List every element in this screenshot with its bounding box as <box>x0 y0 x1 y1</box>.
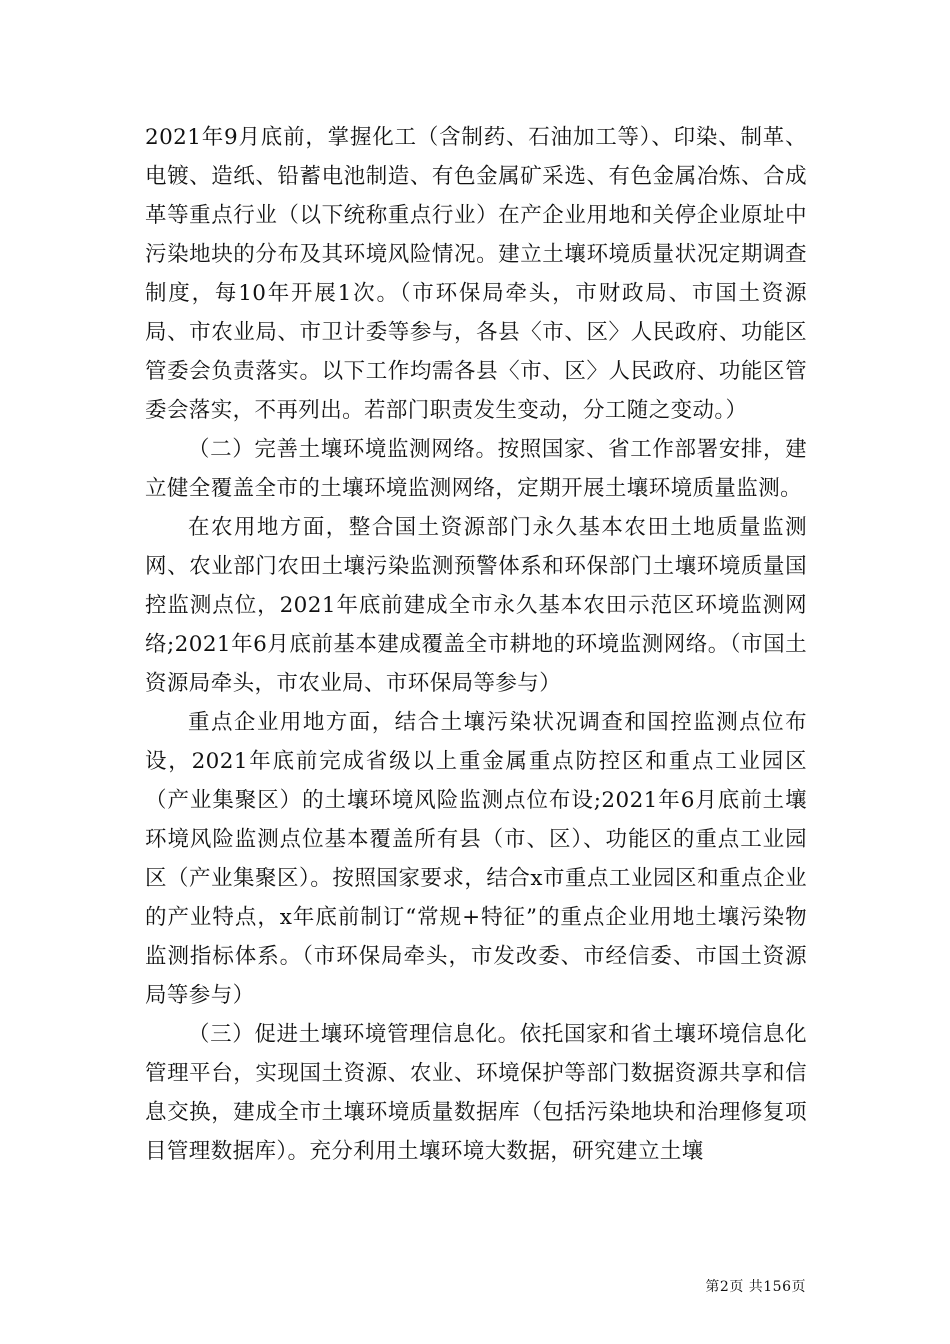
paragraph-farmland-monitoring: 在农用地方面，整合国土资源部门永久基本农田土地质量监测网、农业部门农田土壤污染监测预警体系和环保部门土壤环境质量国控监测点位，2021年底前建成全市永久基本农田示范区环境监测网络;2021年6月底前基本建成覆盖全市耕地的环境监测网络。（市国土资源局牵头，市农业局、市环保局等参与） <box>145 515 807 696</box>
paragraph-enterprise-land-monitoring: 重点企业用地方面，结合土壤污染状况调查和国控监测点位布设，2021年底前完成省级以上重金属重点防控区和重点工业园区（产业集聚区）的土壤环境风险监测点位布设;2021年6月底前土壤环境风险监测点位基本覆盖所有县（市、区）、功能区的重点工业园区（产业集聚区）。按照国家要求，结合x市重点工业园区和重点企业的产业特点，x年底前制订“常规+特征”的重点企业用地土壤污染物监测指标体系。（市环保局牵头，市发改委、市经信委、市国土资源局等参与） <box>145 710 807 1008</box>
paragraph-information-management: （三）促进土壤环境管理信息化。依托国家和省土壤环境信息化管理平台，实现国土资源、农业、环境保护等部门数据资源共享和信息交换，建成全市土壤环境质量数据库（包括污染地块和治理修复项目管理数据库）。充分利用土壤环境大数据，研究建立土壤 <box>145 1022 807 1164</box>
paragraph-survey-deadline: 2021年9月底前，掌握化工（含制药、石油加工等）、印染、制革、电镀、造纸、铅蓄电池制造、有色金属矿采选、有色金属冶炼、合成革等重点行业（以下统称重点行业）在产企业用地和关停企业原址中污染地块的分布及其环境风险情况。建立土壤环境质量状况定期调查制度，每10年开展1次。（市环保局牵头，市财政局、市国土资源局、市农业局、市卫计委等参与，各县〈市、区〉人民政府、功能区管委会负责落实。以下工作均需各县〈市、区〉人民政府、功能区管委会落实，不再列出。若部门职责发生变动，分工随之变动。） <box>145 125 807 423</box>
page-number-footer: 第2页 共156页 <box>705 1279 806 1295</box>
page-body <box>145 118 807 1171</box>
paragraph-monitoring-network: （二）完善土壤环境监测网络。按照国家、省工作部署安排，建立健全覆盖全市的土壤环境监测网络，定期开展土壤环境质量监测。 <box>145 437 807 501</box>
